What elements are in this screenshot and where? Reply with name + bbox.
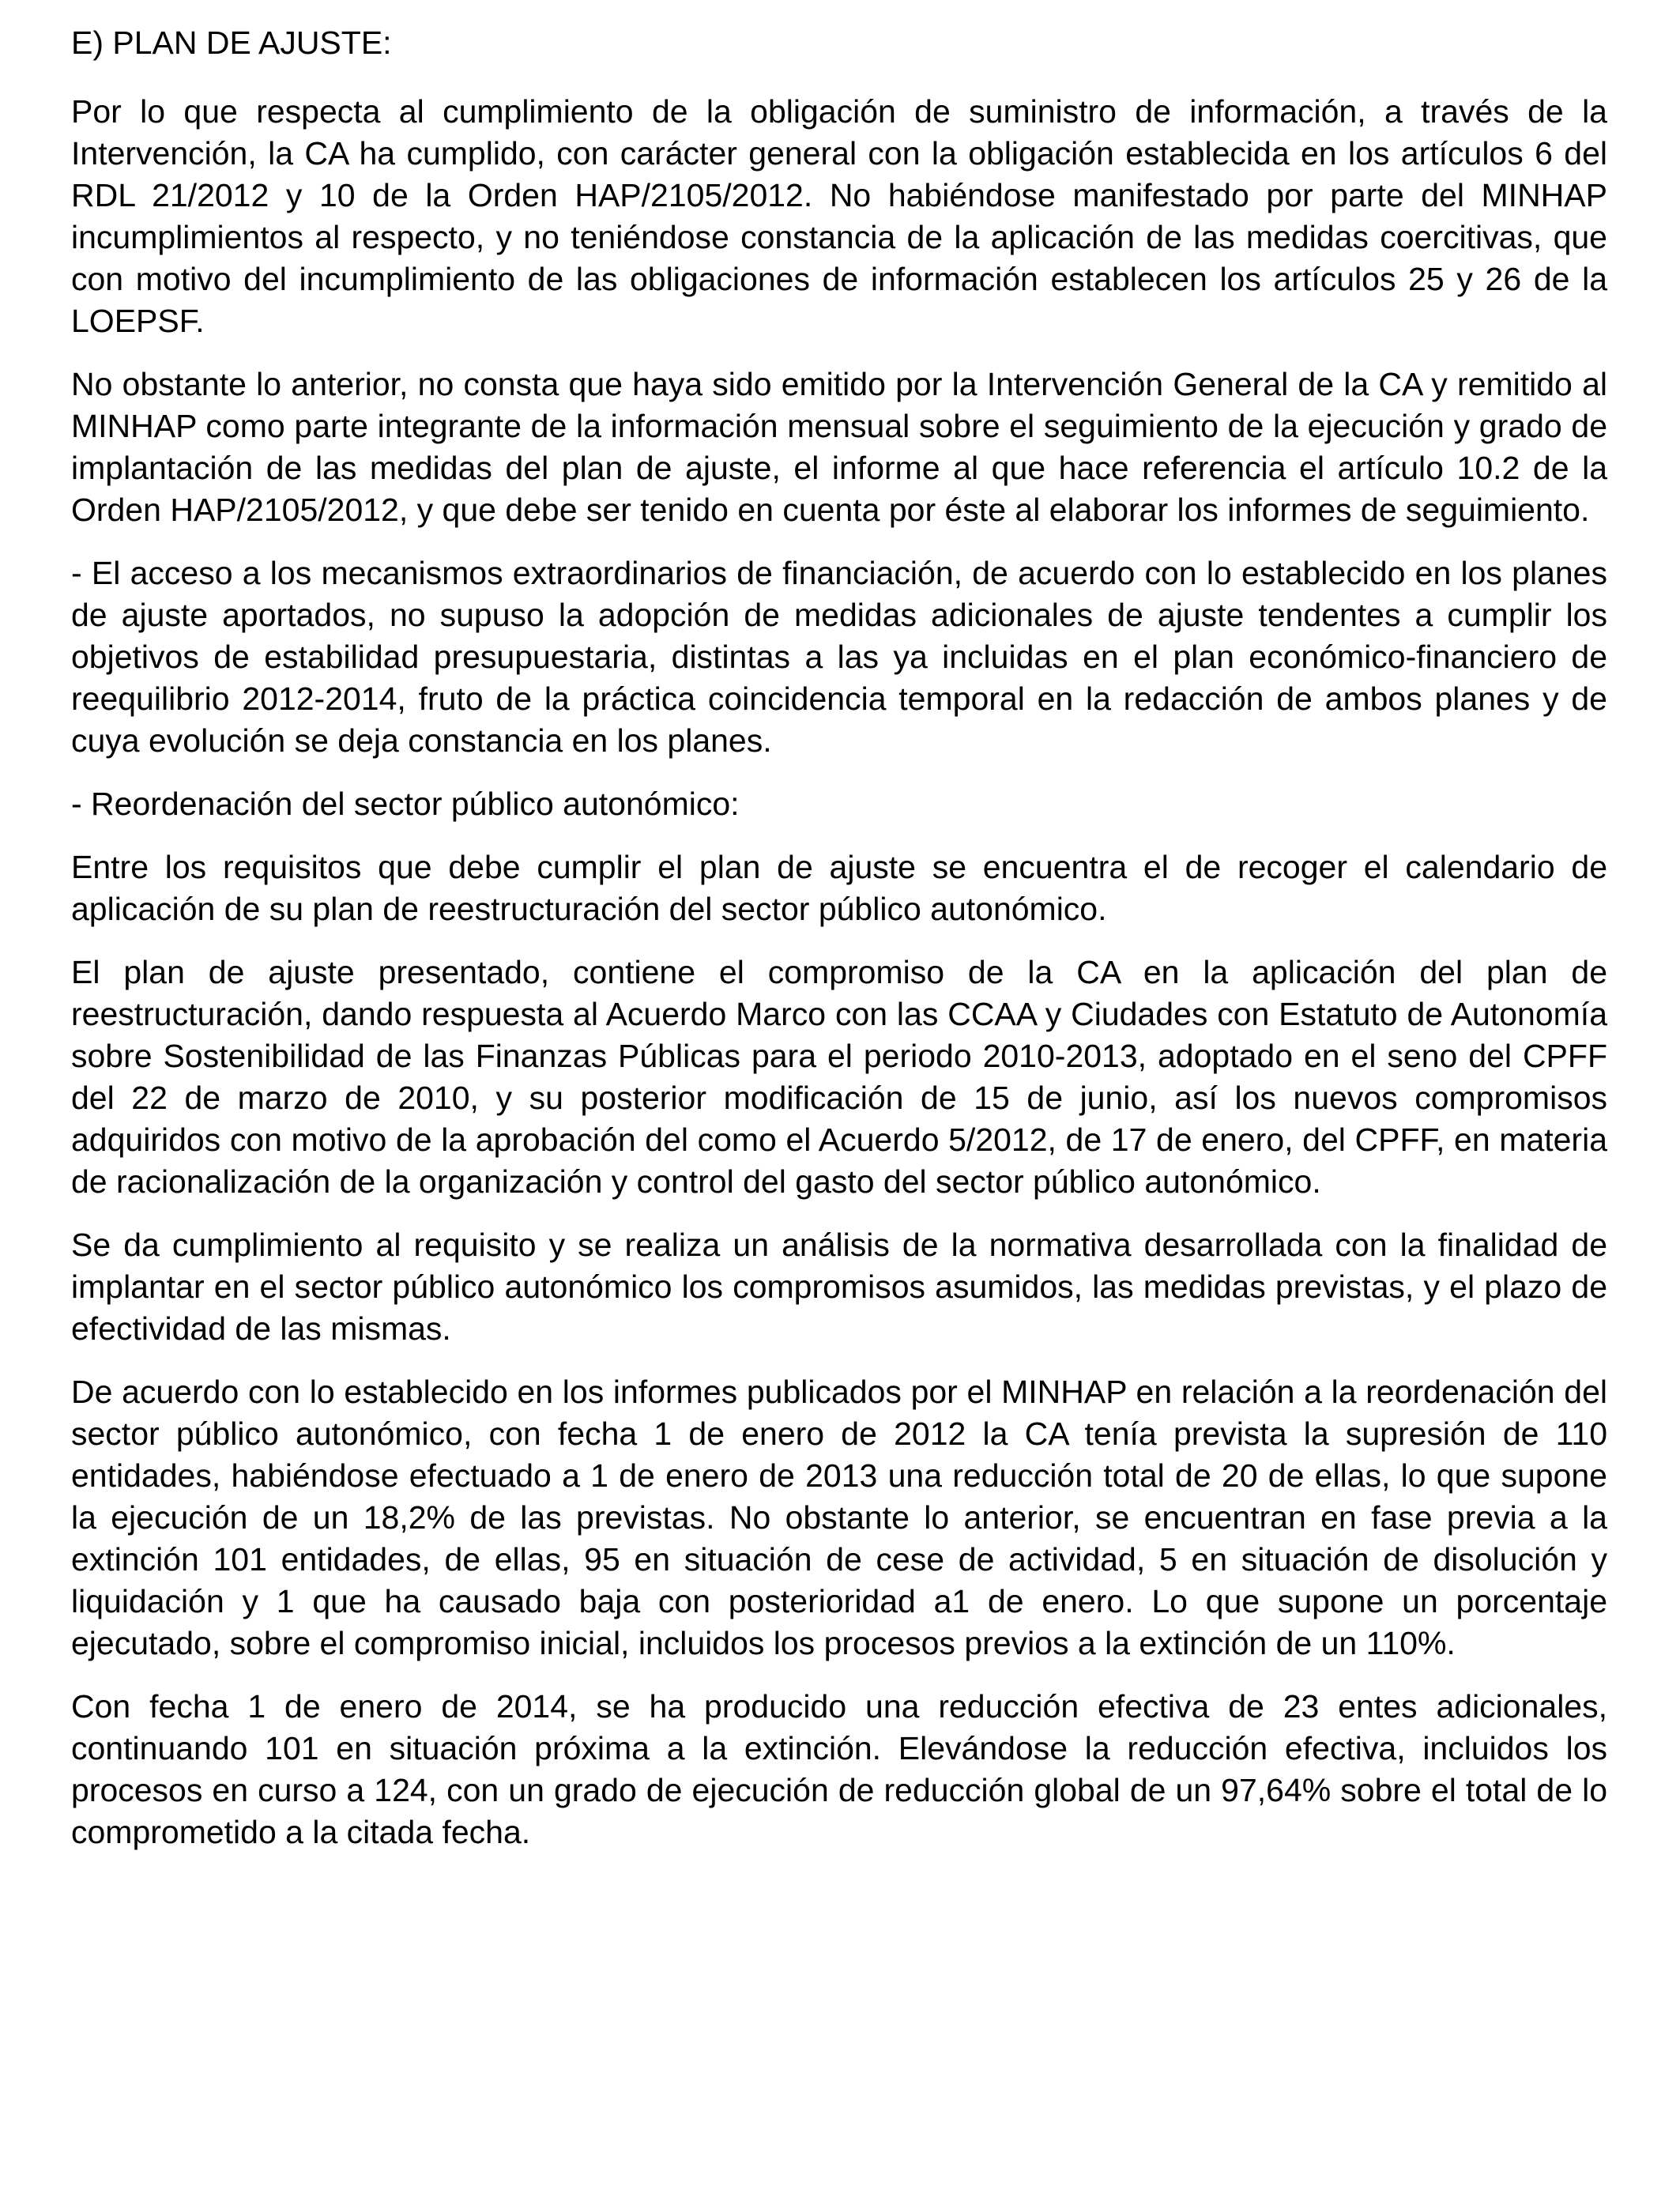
- paragraph-suministro-informacion: Por lo que respecta al cumplimiento de la obligación de suministro de información, a través de la Intervención, la CA ha cumplido, con carácter general con la obligación establecida en los artículos 6 del RDL 21/2012 y 10 de la Orden HAP/2105/2012. No habiéndose manifestado por parte del MINHAP incumplimientos al respecto, y no teniéndose constancia de la aplicación de las medidas coercitivas, que con motivo del incumplimiento de las obligaciones de información establecen los artículos 25 y 26 de la LOEPSF.: [71, 93, 1607, 339]
- paragraph-cumplimiento-requisito: Se da cumplimiento al requisito y se realiza un análisis de la normativa desarrollada con la finalidad de implantar en el sector público autonómico los compromisos asumidos, las medidas previstas, y el plazo de efectividad de las mismas.: [71, 1227, 1607, 1347]
- paragraph-informes-minhap: De acuerdo con lo establecido en los informes publicados por el MINHAP en relación a la reordenación del sector público autonómico, con fecha 1 de enero de 2012 la CA tenía prevista la supresión de 110 entidades, habiéndose efectuado a 1 de enero de 2013 una reducción total de 20 de ellas, lo que supone la ejecución de un 18,2% de las previstas. No obstante lo anterior, se encuentran en fase previa a la extinción 101 entidades, de ellas, 95 en situación de cese de actividad, 5 en situación de disolución y liquidación y 1 que ha causado baja con posterioridad a1 de enero. Lo que supone un porcentaje ejecutado, sobre el compromiso inicial, incluidos los procesos previos a la extinción de un 110%.: [71, 1374, 1607, 1661]
- paragraph-compromiso-ca: El plan de ajuste presentado, contiene el compromiso de la CA en la aplicación del plan de reestructuración, dando respuesta al Acuerdo Marco con las CCAA y Ciudades con Estatuto de Autonomía sobre Sostenibilidad de las Finanzas Públicas para el periodo 2010-2013, adoptado en el seno del CPFF del 22 de marzo de 2010, y su posterior modificación de 15 de junio, así los nuevos compromisos adquiridos con motivo de la aprobación del como el Acuerdo 5/2012, de 17 de enero, del CPFF, en materia de racionalización de la organización y control del gasto del sector público autonómico.: [71, 954, 1607, 1200]
- paragraph-reordenacion-subheading: - Reordenación del sector público autonómico:: [71, 786, 740, 822]
- paragraph-mecanismos-financiacion: - El acceso a los mecanismos extraordinarios de financiación, de acuerdo con lo establecido en los planes de ajuste aportados, no supuso la adopción de medidas adicionales de ajuste tendentes a cumplir los objetivos de estabilidad presupuestaria, distintas a las ya incluidas en el plan económico-financiero de reequilibrio 2012-2014, fruto de la práctica coincidencia temporal en la redacción de ambos planes y de cuya evolución se deja constancia en los planes.: [71, 555, 1607, 759]
- paragraph-reduccion-2014: Con fecha 1 de enero de 2014, se ha producido una reducción efectiva de 23 entes adicionales, continuando 101 en situación próxima a la extinción. Elevándose la reducción efectiva, incluidos los procesos en curso a 124, con un grado de ejecución de reducción global de un 97,64% sobre el total de lo comprometido a la citada fecha.: [71, 1688, 1607, 1850]
- section-heading: E) PLAN DE AJUSTE:: [71, 25, 392, 61]
- paragraph-informe-intervencion: No obstante lo anterior, no consta que haya sido emitido por la Intervención General de la CA y remitido al MINHAP como parte integrante de la información mensual sobre el seguimiento de la ejecución y grado de implantación de las medidas del plan de ajuste, el informe al que hace referencia el artículo 10.2 de la Orden HAP/2105/2012, y que debe ser tenido en cuenta por éste al elaborar los informes de seguimiento.: [71, 366, 1607, 528]
- document-page: [71, 22, 1607, 1875]
- paragraph-requisitos-plan: Entre los requisitos que debe cumplir el plan de ajuste se encuentra el de recoger el calendario de aplicación de su plan de reestructuración del sector público autonómico.: [71, 849, 1607, 927]
